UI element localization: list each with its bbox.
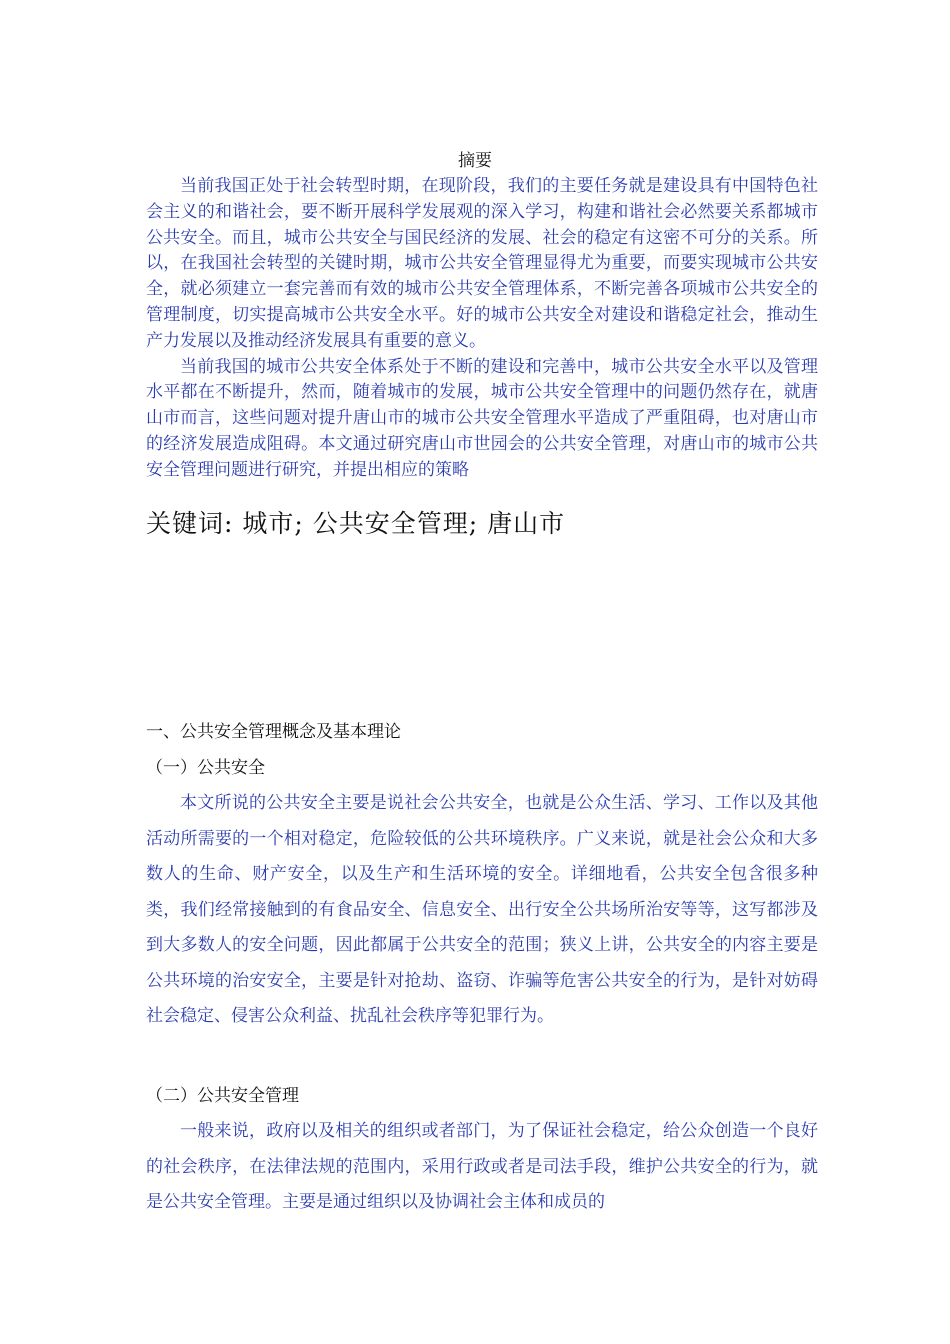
abstract-paragraph-1: 当前我国正处于社会转型时期，在现阶段，我们的主要任务就是建设具有中国特色社会主义的和谐社会，要不断开展科学发展观的深入学习，构建和谐社会必然要关系都城市公共安全。而且，城市公共安全与国民经济的发展、社会的稳定有这密不可分的关系。所以，在我国社会转型的关键时期，城市公共安全管理显得尤为重要，而要实现城市公共安全，就必须建立一套完善而有效的城市公共安全管理体系，不断完善各项城市公共安全的管理制度，切实提高城市公共安全水平。好的城市公共安全对建设和谐稳定社会，推动生产力发展以及推动经济发展具有重要的意义。 bbox=[146, 176, 818, 351]
subsection-heading-public-safety: （一）公共安全 bbox=[146, 758, 265, 778]
paragraph-safety-management: 一般来说，政府以及相关的组织或者部门，为了保证社会稳定，给公众创造一个良好的社会秩序，在法律法规的范围内，采用行政或者是司法手段，维护公共安全的行为，就是公共安全管理。主要是通过组织以及协调社会主体和成员的 bbox=[146, 1121, 818, 1212]
keywords-line: 关键词: 城市; 公共安全管理; 唐山市 bbox=[146, 509, 566, 538]
subsection-heading-safety-management: （二）公共安全管理 bbox=[146, 1086, 299, 1106]
section-heading-1: 一、公共安全管理概念及基本理论 bbox=[146, 722, 401, 742]
subsection-body-safety-management bbox=[146, 1114, 818, 1221]
abstract-body bbox=[146, 174, 818, 484]
paragraph-public-safety: 本文所说的公共安全主要是说社会公共安全，也就是公众生活、学习、工作以及其他活动所需要的一个相对稳定，危险较低的公共环境秩序。广义来说，就是社会公众和大多数人的生命、财产安全，以及生产和生活环境的安全。详细地看，公共安全包含很多种类，我们经常接触到的有食品安全、信息安全、出行安全公共场所治安等等，这写都涉及到大多数人的安全问题，因此都属于公共安全的范围；狭义上讲，公共安全的内容主要是公共环境的治安安全，主要是针对抢劫、盗窃、诈骗等危害公共安全的行为，是针对妨碍社会稳定、侵害公众利益、扰乱社会秩序等犯罪行为。 bbox=[146, 793, 818, 1026]
subsection-body-public-safety bbox=[146, 786, 818, 1035]
abstract-title: 摘要 bbox=[458, 151, 492, 171]
abstract-paragraph-2: 当前我国的城市公共安全体系处于不断的建设和完善中，城市公共安全水平以及管理水平都在不断提升，然而，随着城市的发展，城市公共安全管理中的问题仍然存在，就唐山市而言，这些问题对提升唐山市的城市公共安全管理水平造成了严重阻碍，也对唐山市的经济发展造成阻碍。本文通过研究唐山市世园会的公共安全管理，对唐山市的城市公共安全管理问题进行研究，并提出相应的策略 bbox=[146, 356, 818, 480]
